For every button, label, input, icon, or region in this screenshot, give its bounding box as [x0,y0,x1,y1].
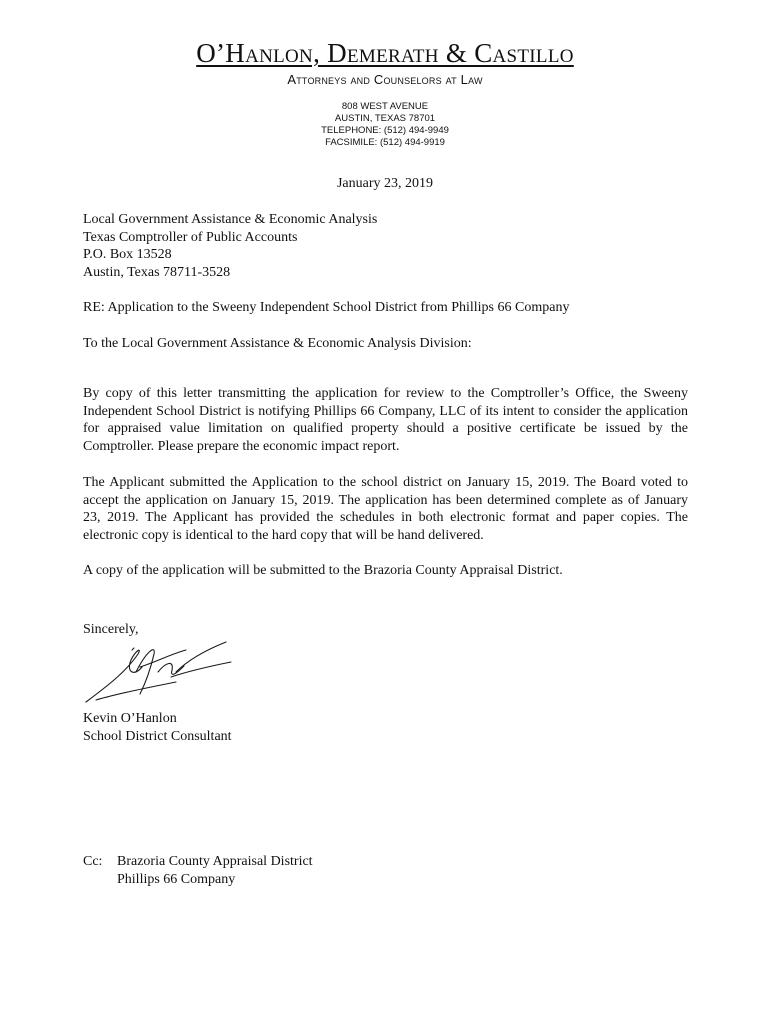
body-paragraph: The Applicant submitted the Application to the school district on January 15, 2019. The Board voted to accept the application on January 15, 2019. The application has been determined complete as of January 23, 2019. The Applicant has provided the schedules in both electronic format and paper copies. The electronic copy is identical to the hard copy that will be hand delivered. [83,475,688,543]
recipient-line: Local Government Assistance & Economic Analysis [83,212,378,227]
address-telephone: TELEPHONE: (512) 494-9949 [321,125,449,136]
firm-address [0,101,770,149]
recipient-line: P.O. Box 13528 [83,247,172,262]
subject-line: RE: Application to the Sweeny Independent School District from Phillips 66 Company [83,300,570,315]
letter-date: January 23, 2019 [336,176,434,191]
firm-subtitle: Attorneys and Counselors at Law [287,72,483,87]
closing: Sincerely, [83,622,139,637]
cc-recipient: Phillips 66 Company [117,871,236,887]
body-paragraph: By copy of this letter transmitting the application for review to the Comptroller’s Office, the Sweeny Independent School District is notifying Phillips 66 Company, LLC of its intent to consider the application for appraised value limitation on qualified property should a positive certificate be issued by the Comptroller. Please prepare the economic impact report. [83,386,688,454]
cc-label: Cc: [83,854,103,869]
signer-block [83,710,688,745]
cc-block [83,853,313,888]
signer-title: School District Consultant [83,728,232,744]
recipient-line: Austin, Texas 78711-3528 [83,264,231,280]
address-facsimile: FACSIMILE: (512) 494-9919 [325,137,445,148]
recipient-line: Texas Comptroller of Public Accounts [83,229,298,245]
address-street: 808 WEST AVENUE [341,101,429,112]
address-city: AUSTIN, TEXAS 78701 [334,113,436,124]
firm-name: O’Hanlon, Demerath & Castillo [196,38,574,68]
recipient-address [83,211,688,281]
signer-name: Kevin O’Hanlon [83,711,177,726]
salutation: To the Local Government Assistance & Economic Analysis Division: [83,336,472,351]
cc-recipient: Brazoria County Appraisal District [117,854,313,869]
signature-image [76,632,236,712]
body-paragraph: A copy of the application will be submitted to the Brazoria County Appraisal District. [83,563,563,578]
